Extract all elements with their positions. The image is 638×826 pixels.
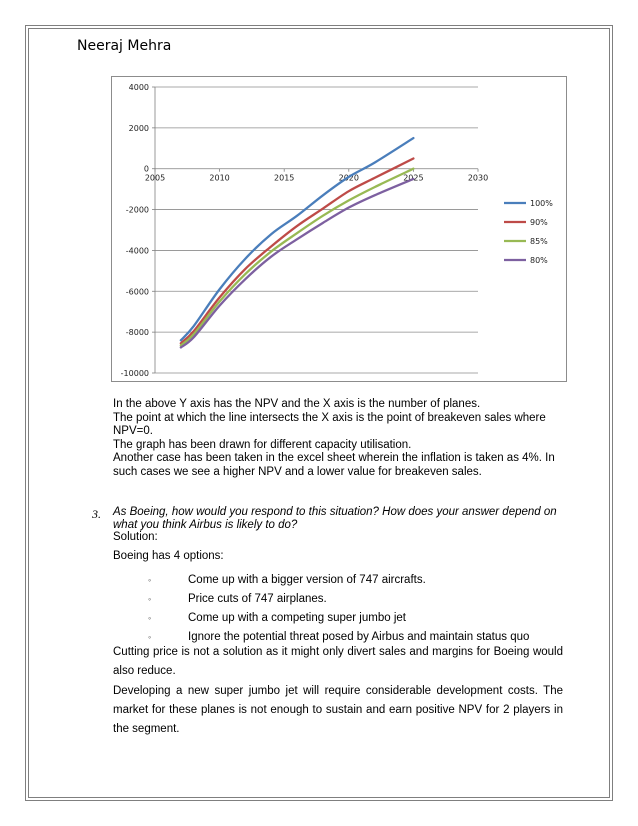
option-text: Come up with a competing super jumbo jet (188, 611, 406, 624)
y-tick-label: 2000 (128, 123, 149, 133)
analysis-line-2: The point at which the line intersects the X axis is the point of breakeven sales where NPV=0. (113, 411, 546, 437)
options-intro: Boeing has 4 options: (113, 550, 224, 562)
legend-label: 90% (530, 218, 548, 227)
y-tick-label: 0 (143, 164, 149, 174)
bullet-icon: ◦ (148, 593, 152, 604)
analysis-line-4: Another case has been taken in the excel sheet wherein the inflation is taken as 4%. In such cases we see a higher NPV and a lower value for breakeven sales. (113, 452, 555, 478)
series-line-80pct (181, 179, 414, 348)
bullet-icon: ◦ (148, 574, 152, 585)
list-item (148, 589, 529, 608)
legend-label: 80% (530, 256, 548, 265)
legend-label: 100% (530, 199, 553, 208)
x-tick-label: 2010 (209, 173, 230, 183)
legend-label: 85% (530, 237, 548, 246)
x-tick-label: 2005 (144, 173, 166, 183)
analysis-line-1: In the above Y axis has the NPV and the X axis is the number of planes. (113, 398, 481, 410)
bullet-icon: ◦ (148, 612, 152, 623)
x-tick-label: 2030 (467, 173, 489, 183)
option-text: Ignore the potential threat posed by Airbus and maintain status quo (188, 630, 530, 643)
list-item (148, 570, 529, 589)
y-tick-label: -6000 (125, 287, 149, 297)
x-tick-label: 2015 (274, 173, 295, 183)
y-tick-label: -10000 (120, 369, 149, 378)
paragraph-super-jumbo: Developing a new super jumbo jet will require considerable development costs. The market for these planes is not enough to sustain and earn positive NPV for 2 players in the segment. (113, 685, 563, 735)
author-name: Neeraj Mehra (77, 38, 172, 54)
y-tick-label: -8000 (125, 328, 149, 338)
y-tick-label: -2000 (125, 205, 149, 215)
bullet-icon: ◦ (148, 631, 152, 642)
options-list (148, 570, 529, 646)
question-number: 3. (92, 507, 101, 521)
y-tick-label: -4000 (125, 246, 149, 256)
x-tick-label: 2020 (338, 173, 359, 183)
npv-chart (111, 76, 567, 382)
chart-canvas (112, 77, 568, 383)
series-line-85pct (181, 169, 414, 346)
option-text: Come up with a bigger version of 747 aircrafts. (188, 573, 426, 586)
option-text: Price cuts of 747 airplanes. (188, 592, 327, 605)
analysis-text (113, 398, 568, 479)
paragraph-price-cut: Cutting price is not a solution as it might only divert sales and margins for Boeing would also reduce. (113, 646, 563, 677)
analysis-line-3: The graph has been drawn for different capacity utilisation. (113, 438, 412, 451)
list-item (148, 608, 529, 627)
solution-label: Solution: (113, 531, 158, 543)
question-text: As Boeing, how would you respond to this situation? How does your answer depend on what you think Airbus is likely to do? (113, 506, 557, 531)
x-tick-label: 2025 (403, 173, 424, 183)
y-tick-label: 4000 (128, 83, 149, 92)
